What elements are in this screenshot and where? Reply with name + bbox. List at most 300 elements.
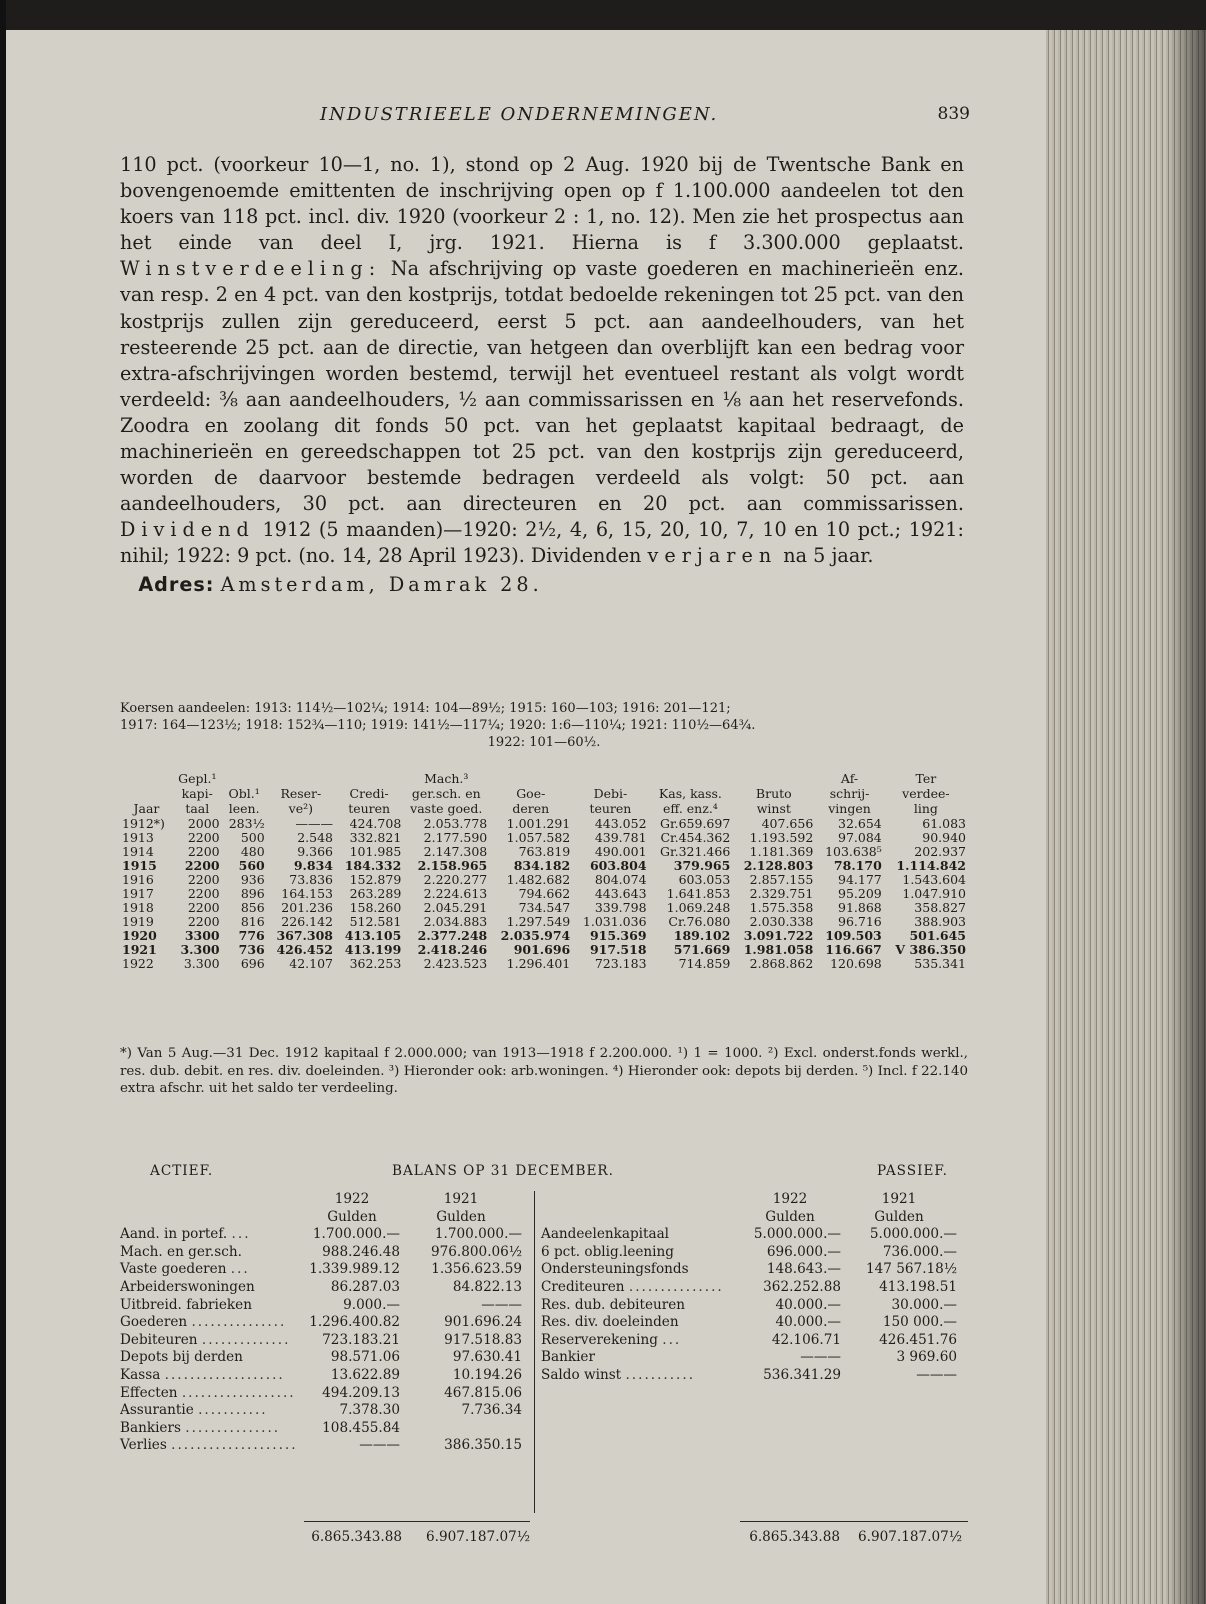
- quotes-line: 1917: 164—123½; 1918: 152¾—110; 1919: 141½—117¼; 1920: 1:6—110¼; 1921: 110½—64¾.: [120, 718, 756, 733]
- asset-label-text: Vaste goederen: [120, 1261, 227, 1278]
- table-cell: 696: [240, 956, 265, 971]
- table-cell: 95.209: [838, 886, 882, 901]
- table-row: [120, 831, 968, 845]
- year-cell: 1922: [122, 956, 154, 971]
- asset-label-text: Goederen: [120, 1314, 188, 1331]
- liability-value-1922: 5.000.000.—: [753, 1226, 841, 1243]
- liability-label: [541, 1244, 739, 1262]
- table-cell: 152.879: [349, 872, 402, 887]
- year-cell: 1915: [122, 858, 157, 873]
- column-header: ve²): [288, 801, 314, 816]
- liability-label-text: Reserverekening: [541, 1331, 658, 1348]
- table-cell: 896: [240, 886, 265, 901]
- liability-row: [541, 1226, 975, 1244]
- leader-dots: ...: [231, 1226, 251, 1243]
- asset-value-1922: 1.296.400.82: [309, 1314, 400, 1331]
- company-description: [120, 152, 964, 598]
- asset-value-1921: 386.350.15: [444, 1437, 522, 1454]
- liabilities-column: [534, 1191, 975, 1513]
- asset-value-1921: [400, 1420, 522, 1438]
- asset-label-text: Bankiers: [120, 1419, 181, 1436]
- table-cell: 2200: [187, 844, 220, 859]
- column-header: verdee-: [902, 786, 950, 801]
- column-header: ling: [913, 801, 938, 816]
- table-cell: 736: [238, 942, 265, 957]
- table-cell: 202.937: [914, 844, 966, 859]
- table-cell: 413.199: [344, 942, 402, 957]
- column-header: vingen: [828, 801, 871, 816]
- year-header: 1921: [881, 1191, 917, 1207]
- asset-label: [120, 1332, 304, 1350]
- table-cell: 443.643: [594, 886, 647, 901]
- table-cell: 501.645: [909, 928, 966, 943]
- column-header: schrij-: [829, 786, 870, 801]
- asset-value-1921: 901.696.24: [444, 1314, 522, 1331]
- table-row: [120, 943, 968, 957]
- liability-row: [541, 1297, 975, 1315]
- liability-value-1922: 536.341.29: [763, 1366, 841, 1383]
- table-cell: 776: [238, 928, 265, 943]
- table-cell: 2200: [187, 872, 220, 887]
- table-cell: 2.329.751: [749, 886, 814, 901]
- unit-header: Gulden: [327, 1208, 377, 1225]
- year-cell: 1913: [122, 830, 154, 845]
- asset-row: [120, 1332, 530, 1350]
- assets-unit-row: [120, 1209, 530, 1227]
- asset-label-text: Effecten: [120, 1384, 178, 1401]
- asset-label: [120, 1385, 304, 1403]
- balance-sheet: [120, 1163, 968, 1547]
- liability-label: [541, 1332, 739, 1350]
- table-row: [120, 817, 968, 831]
- liabilities-total-rule: [740, 1521, 968, 1522]
- asset-value-1922: 1.700.000.—: [312, 1226, 400, 1243]
- table-cell: 1.575.358: [749, 900, 814, 915]
- table-cell: 1.047.910: [902, 886, 966, 901]
- asset-label-text: Uitbreid. fabrieken: [120, 1296, 252, 1313]
- asset-value-1922: 98.571.06: [330, 1349, 400, 1366]
- table-cell: Cr.454.362: [660, 830, 731, 845]
- table-cell: 443.052: [594, 816, 647, 831]
- winst-text: Na afschrijving op vaste goederen en machinerieën enz. van resp. 2 en 4 pct. van den kostprijs, totdat bedoelde rekeningen tot 25 pct. van den kostprijs zullen zijn gereduceerd, eerst 5 pct. aan aandeelhouders, van het resteerende 25 pct. aan de directie, van hetgeen dan overblijft kan een bedrag voor extra-afschrijvingen worden bestemd, terwijl het eventueel restant als volgt wordt verdeeld: ⅜ aan aandeelhouders, ½ aan commissarissen en ⅛ aan het reservefonds. Zoodra en zoolang dit fonds 50 pct. van het geplaatst kapitaal bedraagt, de machinerieën en gereedschappen tot 25 pct. van den kostprijs zijn gereduceerd, worden de daarvoor bestemde bedragen verdeeld als volgt: 50 pct. aan aandeelhouders, 30 pct. aan directeuren en 20 pct. aan commissarissen.: [120, 257, 964, 516]
- assets-header-row: [120, 1191, 530, 1209]
- liability-value-1922: 148.643.—: [766, 1261, 841, 1278]
- asset-value-1921: 10.194.26: [452, 1366, 522, 1383]
- liability-value-1922: ———: [800, 1349, 841, 1366]
- balance-title: BALANS OP 31 DECEMBER.: [392, 1163, 614, 1179]
- liability-value-1921: 147 567.18½: [865, 1261, 957, 1278]
- asset-label: [120, 1261, 304, 1279]
- table-cell: 201.236: [281, 900, 333, 915]
- liability-value-1922: 696.000.—: [766, 1243, 841, 1260]
- results-table: [120, 772, 968, 971]
- leader-dots: ...............: [628, 1278, 724, 1295]
- table-cell: 804.074: [594, 872, 647, 887]
- asset-value-1921: ———: [481, 1296, 522, 1313]
- table-cell: 2.377.248: [417, 928, 488, 943]
- dividend-text: 1912 (5 maanden)—1920: 2½, 4, 6, 15, 20, 10, 7, 10 en 10 pct.; 1921: nihil; 1922: 9 pct. (no. 14, 28 April 1923).: [120, 518, 964, 568]
- column-header: Goe-: [516, 786, 546, 801]
- table-cell: 480: [240, 844, 265, 859]
- asset-row: [120, 1314, 530, 1332]
- liability-row: [541, 1332, 975, 1350]
- table-footnotes: *) Van 5 Aug.—31 Dec. 1912 kapitaal f 2.000.000; van 1913—1918 f 2.200.000. ¹) 1 = 1000. ²) Excl. onderst.fonds werkl., res. dub. debit. en res. div. doeleinden. ³) Hieronder ook: arb.woningen. ⁴) Hieronder ook: depots bij derden. ⁵) Incl. f 22.140 extra afschr. uit het saldo ter verdeeling.: [120, 1046, 968, 1097]
- table-cell: 2.035.974: [500, 928, 571, 943]
- table-row: [120, 887, 968, 901]
- table-cell: 2200: [187, 914, 220, 929]
- asset-label: [120, 1367, 304, 1385]
- table-cell: 362.253: [349, 956, 402, 971]
- page-header: [300, 104, 970, 130]
- table-row: [120, 929, 968, 943]
- table-row: [120, 901, 968, 915]
- table-cell: 90.940: [922, 830, 966, 845]
- table-cell: 2.423.523: [423, 956, 488, 971]
- liability-label: [541, 1314, 739, 1332]
- asset-label-text: Verlies: [120, 1437, 167, 1454]
- table-cell: 1.114.842: [896, 858, 966, 873]
- total-assets-1922: 6.865.343.88: [311, 1529, 402, 1545]
- year-cell: 1918: [122, 900, 154, 915]
- leader-dots: ...: [230, 1261, 250, 1278]
- table-cell: 332.821: [349, 830, 402, 845]
- asset-row: [120, 1420, 530, 1438]
- table-cell: 560: [238, 858, 265, 873]
- balance-totals: [120, 1521, 968, 1547]
- table-cell: 339.798: [594, 900, 647, 915]
- table-cell: 714.859: [678, 956, 731, 971]
- year-cell: 1917: [122, 886, 154, 901]
- asset-label-text: Mach. en ger.sch.: [120, 1243, 242, 1260]
- table-cell: 2.034.883: [423, 914, 488, 929]
- asset-row: [120, 1385, 530, 1403]
- table-cell: 2.045.291: [423, 900, 488, 915]
- table-cell: 3.300: [183, 956, 220, 971]
- table-cell: 936: [240, 872, 265, 887]
- leader-dots: ...................: [164, 1366, 285, 1383]
- asset-value-1921: 467.815.06: [444, 1384, 522, 1401]
- liability-label-text: Bankier: [541, 1349, 595, 1366]
- liability-row: [541, 1349, 975, 1367]
- column-header: Reser-: [280, 786, 322, 801]
- assets-total-rule: [304, 1521, 530, 1522]
- table-header-row: [120, 787, 968, 802]
- column-header: vaste goed.: [410, 801, 483, 816]
- verjaren-label: verjaren: [647, 544, 778, 568]
- table-cell: 42.107: [289, 956, 333, 971]
- liability-value-1922: 42.106.71: [771, 1331, 841, 1348]
- asset-label: [120, 1297, 304, 1315]
- liabilities-header-row: [541, 1191, 975, 1209]
- table-cell: 603.804: [589, 858, 647, 873]
- column-header: Kas, kass.: [658, 786, 722, 801]
- column-header: Mach.³: [424, 771, 469, 786]
- asset-label: [120, 1314, 304, 1332]
- liability-label-text: Aandeelenkapitaal: [541, 1226, 670, 1243]
- year-cell: 1912*): [122, 816, 165, 831]
- column-header: Ter: [915, 771, 937, 786]
- table-cell: 2.224.613: [423, 886, 488, 901]
- table-cell: 2200: [187, 886, 220, 901]
- year-cell: 1919: [122, 914, 154, 929]
- table-header-row: [120, 772, 968, 787]
- liability-label-text: Crediteuren: [541, 1278, 625, 1295]
- asset-value-1921: 97.630.41: [452, 1349, 522, 1366]
- address-line: [120, 572, 964, 598]
- table-cell: 439.781: [594, 830, 647, 845]
- table-cell: 1.031.036: [582, 914, 647, 929]
- table-cell: 32.654: [838, 816, 882, 831]
- asset-label-text: Debiteuren: [120, 1331, 198, 1348]
- liability-label: [541, 1297, 739, 1315]
- asset-value-1922: 494.209.13: [322, 1384, 400, 1401]
- asset-value-1922: 108.455.84: [322, 1419, 400, 1436]
- table-cell: 1.543.604: [902, 872, 966, 887]
- liability-label: [541, 1261, 739, 1279]
- asset-label: [120, 1402, 304, 1420]
- liability-label: [541, 1367, 739, 1385]
- leader-dots: ....................: [171, 1437, 298, 1454]
- asset-value-1922: 13.622.89: [330, 1366, 400, 1383]
- table-cell: 367.308: [276, 928, 333, 943]
- table-cell: 2.857.155: [749, 872, 814, 887]
- unit-header: Gulden: [436, 1208, 486, 1225]
- table-cell: 856: [240, 900, 265, 915]
- asset-row: [120, 1261, 530, 1279]
- asset-value-1921: 917.518.83: [444, 1331, 522, 1348]
- liability-value-1921: 30.000.—: [891, 1296, 957, 1313]
- liability-row: [541, 1367, 975, 1385]
- liability-label-text: Saldo winst: [541, 1366, 622, 1383]
- asset-row: [120, 1297, 530, 1315]
- table-cell: 2.158.965: [417, 858, 488, 873]
- table-cell: 407.656: [761, 816, 814, 831]
- leader-dots: ...: [662, 1331, 682, 1348]
- table-cell: 915.369: [589, 928, 647, 943]
- year-cell: 1916: [122, 872, 154, 887]
- table-cell: 424.708: [349, 816, 402, 831]
- table-cell: 97.084: [838, 830, 882, 845]
- liability-value-1921: 426.451.76: [879, 1331, 957, 1348]
- liability-label-text: Res. div. doeleinden: [541, 1314, 679, 1331]
- asset-label: [120, 1437, 304, 1455]
- asset-row: [120, 1437, 530, 1455]
- table-cell: 78.170: [833, 858, 882, 873]
- column-header: Af-: [840, 771, 859, 786]
- table-cell: 794.662: [518, 886, 571, 901]
- table-cell: 1.181.369: [749, 844, 814, 859]
- table-cell: 9.366: [297, 844, 333, 859]
- table-cell: 9.834: [293, 858, 333, 873]
- liability-row: [541, 1261, 975, 1279]
- table-cell: 734.547: [518, 900, 571, 915]
- year-header: 1921: [443, 1191, 479, 1207]
- table-cell: 1.482.682: [506, 872, 571, 887]
- quotes-line: Koersen aandeelen: 1913: 114½—102¼; 1914: 104—89½; 1915: 160—103; 1916: 201—121;: [120, 701, 731, 716]
- asset-row: [120, 1402, 530, 1420]
- table-cell: 184.332: [344, 858, 402, 873]
- table-cell: 2.220.277: [423, 872, 488, 887]
- asset-label: [120, 1349, 304, 1367]
- table-cell: 2.418.246: [417, 942, 488, 957]
- table-cell: 1.069.248: [666, 900, 731, 915]
- share-quotes: [120, 700, 968, 751]
- column-header: Credi-: [349, 786, 389, 801]
- table-cell: 379.965: [673, 858, 731, 873]
- leader-dots: ...............: [185, 1419, 281, 1436]
- table-cell: 2200: [184, 858, 220, 873]
- table-cell: 226.142: [281, 914, 333, 929]
- asset-value-1922: 86.287.03: [330, 1278, 400, 1295]
- year-cell: 1921: [122, 942, 157, 957]
- column-header: winst: [756, 801, 791, 816]
- table-cell: 500: [240, 830, 265, 845]
- table-cell: 101.985: [349, 844, 402, 859]
- table-cell: V 386.350: [895, 942, 966, 957]
- asset-value-1922: 988.246.48: [322, 1243, 400, 1260]
- asset-label-text: Aand. in portef.: [120, 1226, 228, 1243]
- scanner-background-top: [0, 0, 1206, 30]
- address-value: Amsterdam, Damrak 28.: [220, 572, 543, 596]
- table-cell: 388.903: [914, 914, 966, 929]
- table-cell: 2.128.803: [743, 858, 814, 873]
- asset-value-1921: 1.700.000.—: [434, 1226, 522, 1243]
- asset-value-1921: 7.736.34: [461, 1402, 522, 1419]
- balance-titles: [120, 1163, 968, 1183]
- liability-row: [541, 1244, 975, 1262]
- results-table-body: [120, 817, 968, 971]
- table-cell: 2.147.308: [423, 844, 488, 859]
- liability-value-1921: 736.000.—: [882, 1243, 957, 1260]
- asset-row: [120, 1226, 530, 1244]
- table-row: [120, 957, 968, 971]
- column-header: taal: [185, 801, 210, 816]
- table-cell: 1.001.291: [506, 816, 571, 831]
- table-cell: 834.182: [513, 858, 571, 873]
- table-cell: 3300: [184, 928, 220, 943]
- column-header: Obl.¹: [228, 786, 260, 801]
- leader-dots: ..................: [181, 1384, 296, 1401]
- liability-row: [541, 1279, 975, 1297]
- table-cell: 1.981.058: [743, 942, 814, 957]
- column-header: deren: [512, 801, 550, 816]
- column-header: kapi-: [181, 786, 213, 801]
- table-cell: 103.638⁵: [825, 844, 882, 859]
- table-row: [120, 873, 968, 887]
- table-row: [120, 859, 968, 873]
- quotes-line: 1922: 101—60½.: [487, 735, 601, 750]
- table-cell: 603.053: [678, 872, 731, 887]
- table-cell: 901.696: [513, 942, 571, 957]
- leader-dots: ...........: [198, 1402, 268, 1419]
- verjaren-pre: Dividenden: [530, 544, 642, 568]
- passief-title: PASSIEF.: [876, 1163, 948, 1179]
- asset-row: [120, 1279, 530, 1297]
- asset-label-text: Depots bij derden: [120, 1349, 243, 1366]
- liability-value-1921: 150 000.—: [882, 1314, 957, 1331]
- table-cell: 571.669: [673, 942, 731, 957]
- asset-row: [120, 1349, 530, 1367]
- total-assets-1921: 6.907.187.07½: [426, 1529, 530, 1545]
- column-header: eff. enz.⁴: [663, 801, 718, 816]
- liability-label-text: Ondersteuningsfonds: [541, 1261, 689, 1278]
- table-cell: 96.716: [838, 914, 882, 929]
- year-header: 1922: [334, 1191, 370, 1207]
- address-label: Adres:: [138, 572, 215, 596]
- liability-value-1922: 40.000.—: [775, 1314, 841, 1331]
- liability-value-1922: 40.000.—: [775, 1296, 841, 1313]
- liability-label: [541, 1279, 739, 1297]
- book-page-edges: [1046, 30, 1206, 1604]
- year-cell: 1920: [122, 928, 157, 943]
- table-cell: 358.827: [914, 900, 966, 915]
- table-cell: 413.105: [344, 928, 402, 943]
- asset-row: [120, 1244, 530, 1262]
- table-cell: 94.177: [838, 872, 882, 887]
- table-cell: 158.260: [349, 900, 402, 915]
- liability-label: [541, 1226, 739, 1244]
- dividend-label: Dividend: [120, 518, 255, 542]
- column-header: Jaar: [133, 801, 160, 816]
- table-cell: 3.300: [180, 942, 220, 957]
- asset-label-text: Assurantie: [120, 1402, 194, 1419]
- column-header: Debi-: [593, 786, 628, 801]
- liability-label-text: 6 pct. oblig.leening: [541, 1243, 674, 1260]
- asset-value-1921: 976.800.06½: [430, 1243, 522, 1260]
- liability-value-1922: 362.252.88: [763, 1278, 841, 1295]
- table-cell: 2.177.590: [423, 830, 488, 845]
- table-cell: 120.698: [830, 956, 882, 971]
- liability-row: [541, 1314, 975, 1332]
- column-header: Bruto: [755, 786, 792, 801]
- table-cell: 426.452: [276, 942, 333, 957]
- total-liabilities-1921: 6.907.187.07½: [858, 1529, 962, 1545]
- table-cell: 1.297.549: [506, 914, 571, 929]
- table-cell: 2200: [187, 900, 220, 915]
- issue-text: 110 pct. (voorkeur 10—1, no. 1), stond op 2 Aug. 1920 bij de Twentsche Bank en bovengenoemde emittenten de inschrijving open op f 1.100.000 aandeelen tot den koers van 118 pct. incl. div. 1920 (voorkeur 2 : 1, no. 12). Men zie het prospectus aan het einde van deel I, jrg. 1921. Hierna is f 3.300.000 geplaatst.: [120, 153, 964, 255]
- assets-column: [120, 1191, 530, 1455]
- table-cell: 1.296.401: [506, 956, 571, 971]
- asset-value-1921: 1.356.623.59: [431, 1261, 522, 1278]
- liability-value-1921: 413.198.51: [879, 1278, 957, 1295]
- asset-label: [120, 1279, 304, 1297]
- table-cell: ———: [295, 816, 333, 831]
- column-header: teuren: [589, 801, 632, 816]
- table-cell: 723.183: [594, 956, 647, 971]
- table-cell: 535.341: [914, 956, 966, 971]
- asset-label: [120, 1420, 304, 1438]
- table-cell: 2.053.778: [423, 816, 488, 831]
- table-header-row: [120, 802, 968, 817]
- leader-dots: ...........: [625, 1366, 696, 1383]
- year-header: 1922: [772, 1191, 808, 1207]
- table-cell: 1.057.582: [506, 830, 571, 845]
- actief-title: ACTIEF.: [150, 1163, 214, 1179]
- asset-value-1921: 84.822.13: [452, 1278, 522, 1295]
- asset-value-1922: ———: [359, 1437, 400, 1454]
- unit-header: Gulden: [765, 1208, 815, 1225]
- winst-label: Winstverdeeling:: [120, 257, 382, 281]
- asset-label-text: Arbeiderswoningen: [120, 1278, 255, 1295]
- table-cell: 2.868.862: [749, 956, 814, 971]
- table-cell: 1.641.853: [666, 886, 731, 901]
- table-cell: 3.091.722: [743, 928, 814, 943]
- liability-label: [541, 1349, 739, 1367]
- table-cell: 816: [240, 914, 265, 929]
- table-cell: 189.102: [673, 928, 731, 943]
- running-title: INDUSTRIEELE ONDERNEMINGEN.: [320, 104, 719, 125]
- year-cell: 1914: [122, 844, 154, 859]
